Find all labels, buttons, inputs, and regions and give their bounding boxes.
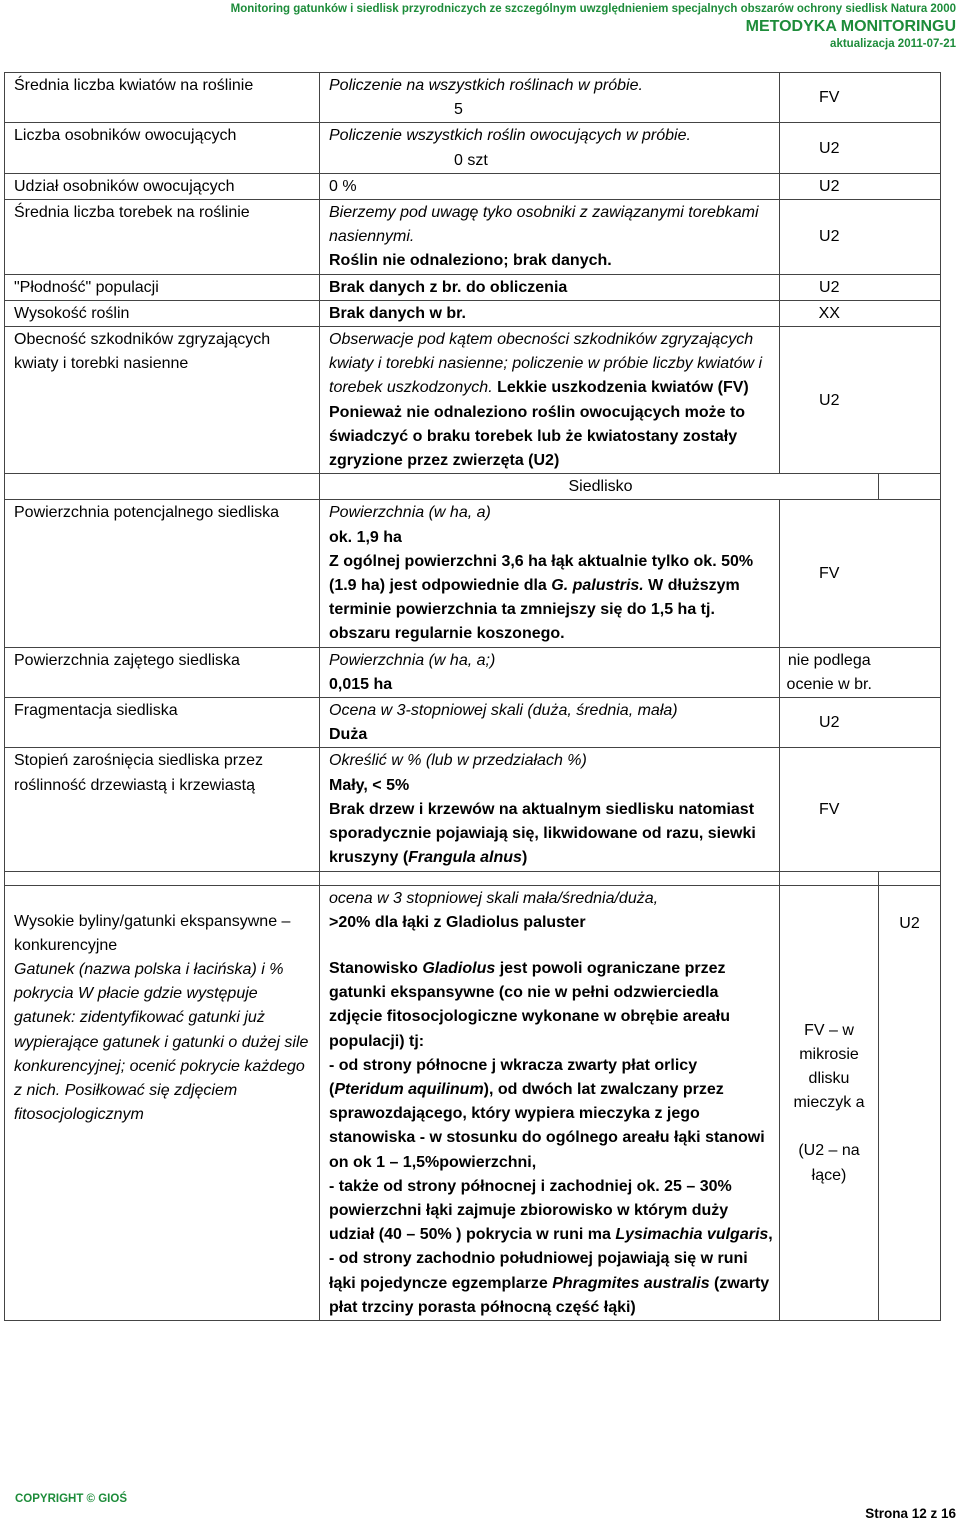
note-text: Stanowisko — [329, 959, 423, 977]
table-row — [5, 885, 941, 1320]
indicator-value: Mały, < 5% — [329, 776, 410, 794]
indicator-name: Powierzchnia potencjalnego siedliska — [5, 500, 320, 647]
note-species: Phragmites australis — [552, 1274, 710, 1292]
footer-page-number: Strona 12 z 16 — [865, 1506, 956, 1521]
indicator-note — [329, 798, 773, 871]
note-text: - także od strony północnej i zachodniej ok. 25 – 30% powierzchni łąki zajmuje zbiorowisko w którym duży udział (40 – 50% ) pokrycia w runi ma — [329, 1177, 732, 1244]
indicator-rating: U2 — [780, 698, 879, 748]
indicator-rating-secondary: (U2 – na łące) — [798, 1142, 860, 1184]
indicator-rating: U2 — [780, 173, 879, 199]
empty-cell — [5, 474, 320, 500]
indicator-name: Fragmentacja siedliska — [5, 698, 320, 748]
indicator-name: Liczba osobników owocujących — [5, 123, 320, 173]
table-row — [5, 698, 941, 748]
empty-cell — [879, 200, 941, 275]
note-text: ), od dwóch lat zwalczany przez sprawozdającego, który wypiera mieczyka z jego stanowiska - w stosunku do ogólnego areału łąki stanowi on ok 1 – 1,5%powierzchni, — [329, 1080, 765, 1171]
empty-cell — [320, 871, 780, 885]
indicator-value: Roślin nie odnaleziono; brak danych. — [329, 252, 612, 270]
indicator-rating: FV — [780, 73, 879, 123]
empty-cell — [5, 871, 320, 885]
indicator-method: Powierzchnia (w ha, a;) — [329, 651, 496, 669]
indicator-method: Policzenie na wszystkich roślinach w próbie. — [329, 77, 643, 94]
indicator-method: Ocena w 3-stopniowej skali (duża, średnia, mała) — [329, 702, 678, 720]
indicator-value-cell — [320, 500, 780, 647]
table-row — [5, 123, 941, 173]
header-methodology-title: METODYKA MONITORINGU — [745, 18, 956, 35]
empty-cell — [879, 474, 941, 500]
indicator-rating-cell — [780, 885, 879, 1320]
indicator-rating-overall: U2 — [879, 885, 941, 1320]
indicator-value: 0 szt — [454, 151, 488, 169]
indicator-value: ok. 1,9 ha — [329, 528, 402, 546]
indicator-value: Brak danych w br. — [320, 300, 780, 326]
indicator-method: Powierzchnia (w ha, a) — [329, 504, 491, 522]
section-header-habitat: Siedlisko — [320, 474, 879, 500]
indicator-value-cell — [320, 123, 780, 173]
indicator-table — [4, 72, 941, 1321]
indicator-value-cell — [320, 885, 780, 1320]
table-row — [5, 748, 941, 871]
separator-row — [5, 871, 941, 885]
empty-cell — [879, 173, 941, 199]
indicator-rating: FV — [780, 500, 879, 647]
table-row — [5, 300, 941, 326]
table-row — [5, 274, 941, 300]
note-text: (zwarty płat trzciny porasta północną część łąki) — [329, 1274, 770, 1316]
note-species: Pteridum aquilinum — [334, 1080, 484, 1098]
indicator-note — [329, 957, 773, 1054]
indicator-name: Średnia liczba torebek na roślinie — [5, 200, 320, 275]
empty-cell — [879, 698, 941, 748]
indicator-note: Ponieważ nie odnaleziono roślin owocujących może to świadczyć o braku torebek lub że kwiatostany zostały zgryzione przez zwierzęta (U2) — [329, 403, 746, 470]
note-species: Lysimachia vulgaris — [615, 1226, 769, 1244]
indicator-value: Lekkie uszkodzenia kwiatów (FV) — [492, 379, 749, 397]
indicator-method: Określić w % (lub w przedziałach %) — [329, 752, 587, 770]
indicator-name: Udział osobników owocujących — [5, 173, 320, 199]
indicator-value: 0 % — [320, 173, 780, 199]
indicator-value: 5 — [454, 101, 463, 119]
indicator-rating: U2 — [780, 200, 879, 275]
footer-copyright: COPYRIGHT © GIOŚ — [15, 1493, 127, 1505]
note-species: Frangula alnus — [408, 849, 522, 867]
section-row — [5, 474, 941, 500]
table-row — [5, 73, 941, 123]
note-text: ) — [521, 849, 528, 867]
header-project-title: Monitoring gatunków i siedlisk przyrodniczych ze szczególnym uwzględnieniem specjalnych obszarów ochrony siedlisk Natura 2000 — [230, 3, 956, 15]
indicator-rating: U2 — [780, 327, 879, 474]
table-row — [5, 327, 941, 474]
header-update-date: aktualizacja 2011-07-21 — [830, 38, 956, 50]
table-row — [5, 500, 941, 647]
note-text: Z ogólnej powierzchni 3,6 ha łąk aktualnie tylko ok. 50% (1.9 ha) jest odpowiednie dla — [329, 552, 754, 595]
indicator-method: Bierzemy pod uwagę tyko osobniki z zawiązanymi torebkami nasiennymi. — [329, 204, 759, 246]
indicator-name: Powierzchnia zajętego siedliska — [5, 647, 320, 697]
table-row — [5, 173, 941, 199]
note-species: G. palustris. — [551, 577, 644, 595]
indicator-rating: XX — [780, 300, 879, 326]
indicator-name: Obecność szkodników zgryzających kwiaty i torebki nasienne — [5, 327, 320, 474]
indicator-value: Duża — [329, 726, 368, 744]
indicator-name-cell — [5, 885, 320, 1320]
indicator-value: 0,015 ha — [329, 675, 393, 693]
empty-cell — [879, 274, 941, 300]
empty-cell — [879, 73, 941, 123]
indicator-name: Wysokość roślin — [5, 300, 320, 326]
indicator-value-cell — [320, 698, 780, 748]
indicator-method: Policzenie wszystkich roślin owocujących w próbie. — [329, 127, 691, 145]
indicator-name: Średnia liczba kwiatów na roślinie — [5, 73, 320, 123]
empty-cell — [879, 500, 941, 647]
indicator-value-cell — [320, 73, 780, 123]
empty-cell — [879, 123, 941, 173]
indicator-method: ocena w 3 stopniowej skali mała/średnia/duża, — [329, 889, 659, 907]
note-text: Brak drzew i krzewów na aktualnym siedlisku natomiast sporadycznie pojawiają się, likwidowane od razu, siewki kruszyny ( — [329, 800, 756, 867]
indicator-rating: U2 — [780, 274, 879, 300]
empty-cell — [780, 871, 879, 885]
indicator-value-cell — [320, 327, 780, 474]
indicator-note — [329, 1247, 773, 1320]
table-row — [5, 200, 941, 275]
table-row — [5, 647, 941, 697]
empty-cell — [879, 871, 941, 885]
note-text: , — [768, 1226, 773, 1244]
indicator-name: Stopień zarośnięcia siedliska przez roślinność drzewiastą i krzewiastą — [5, 748, 320, 871]
indicator-value-cell — [320, 647, 780, 697]
indicator-note — [329, 1175, 773, 1248]
indicator-value: >20% dla łąki z Gladiolus paluster — [329, 913, 586, 931]
indicator-rating: FV — [780, 748, 879, 871]
empty-cell — [879, 647, 941, 697]
indicator-value-cell — [320, 748, 780, 871]
note-text: jest powoli ograniczane przez gatunki ekspansywne (co nie w pełni odzwierciedla zdjęcie fitosocjologiczne wykonane w obrębie areału populacji) tj: — [329, 959, 730, 1050]
indicator-note — [329, 1054, 773, 1175]
empty-cell — [879, 300, 941, 326]
indicator-guidance: Gatunek (nazwa polska i łacińska) i % pokrycia W płacie gdzie występuje gatunek: zidentyfikować gatunki już wypierające gatunek i gatunki o dużej sile konkurencyjnej; ocenić pokrycie każdego z nich. Posiłkować się zdjęciem fitosocjologicznym — [14, 960, 309, 1124]
note-text: W dłuższym terminie powierzchnia ta zmniejszy się do 1,5 ha tj. obszaru regularnie koszonego. — [329, 577, 740, 643]
indicator-method: Obserwacje pod kątem obecności szkodników zgryzających kwiaty i torebki nasienne; policzenie w próbie liczby kwiatów i torebek uszkodzonych. — [329, 331, 763, 397]
indicator-rating: FV – w mikrosie dlisku mieczyk a — [793, 1021, 865, 1112]
page-header — [231, 2, 956, 52]
note-text: - od strony północne j wkracza zwarty płat orlicy ( — [329, 1056, 698, 1098]
empty-cell — [879, 748, 941, 871]
empty-cell — [879, 327, 941, 474]
indicator-value: Brak danych z br. do obliczenia — [320, 274, 780, 300]
indicator-name: Wysokie byliny/gatunki ekspansywne – konkurencyjne — [14, 912, 291, 954]
indicator-rating: nie podlega ocenie w br. — [780, 647, 879, 697]
indicator-rating: U2 — [780, 123, 879, 173]
note-species: Gladiolus — [422, 959, 496, 977]
indicator-name: "Płodność" populacji — [5, 274, 320, 300]
indicator-note — [329, 550, 773, 647]
indicator-value-cell — [320, 200, 780, 275]
note-text: - od strony zachodnio południowej pojawiają się w runi łąki pojedyncze egzemplarze — [329, 1250, 748, 1292]
